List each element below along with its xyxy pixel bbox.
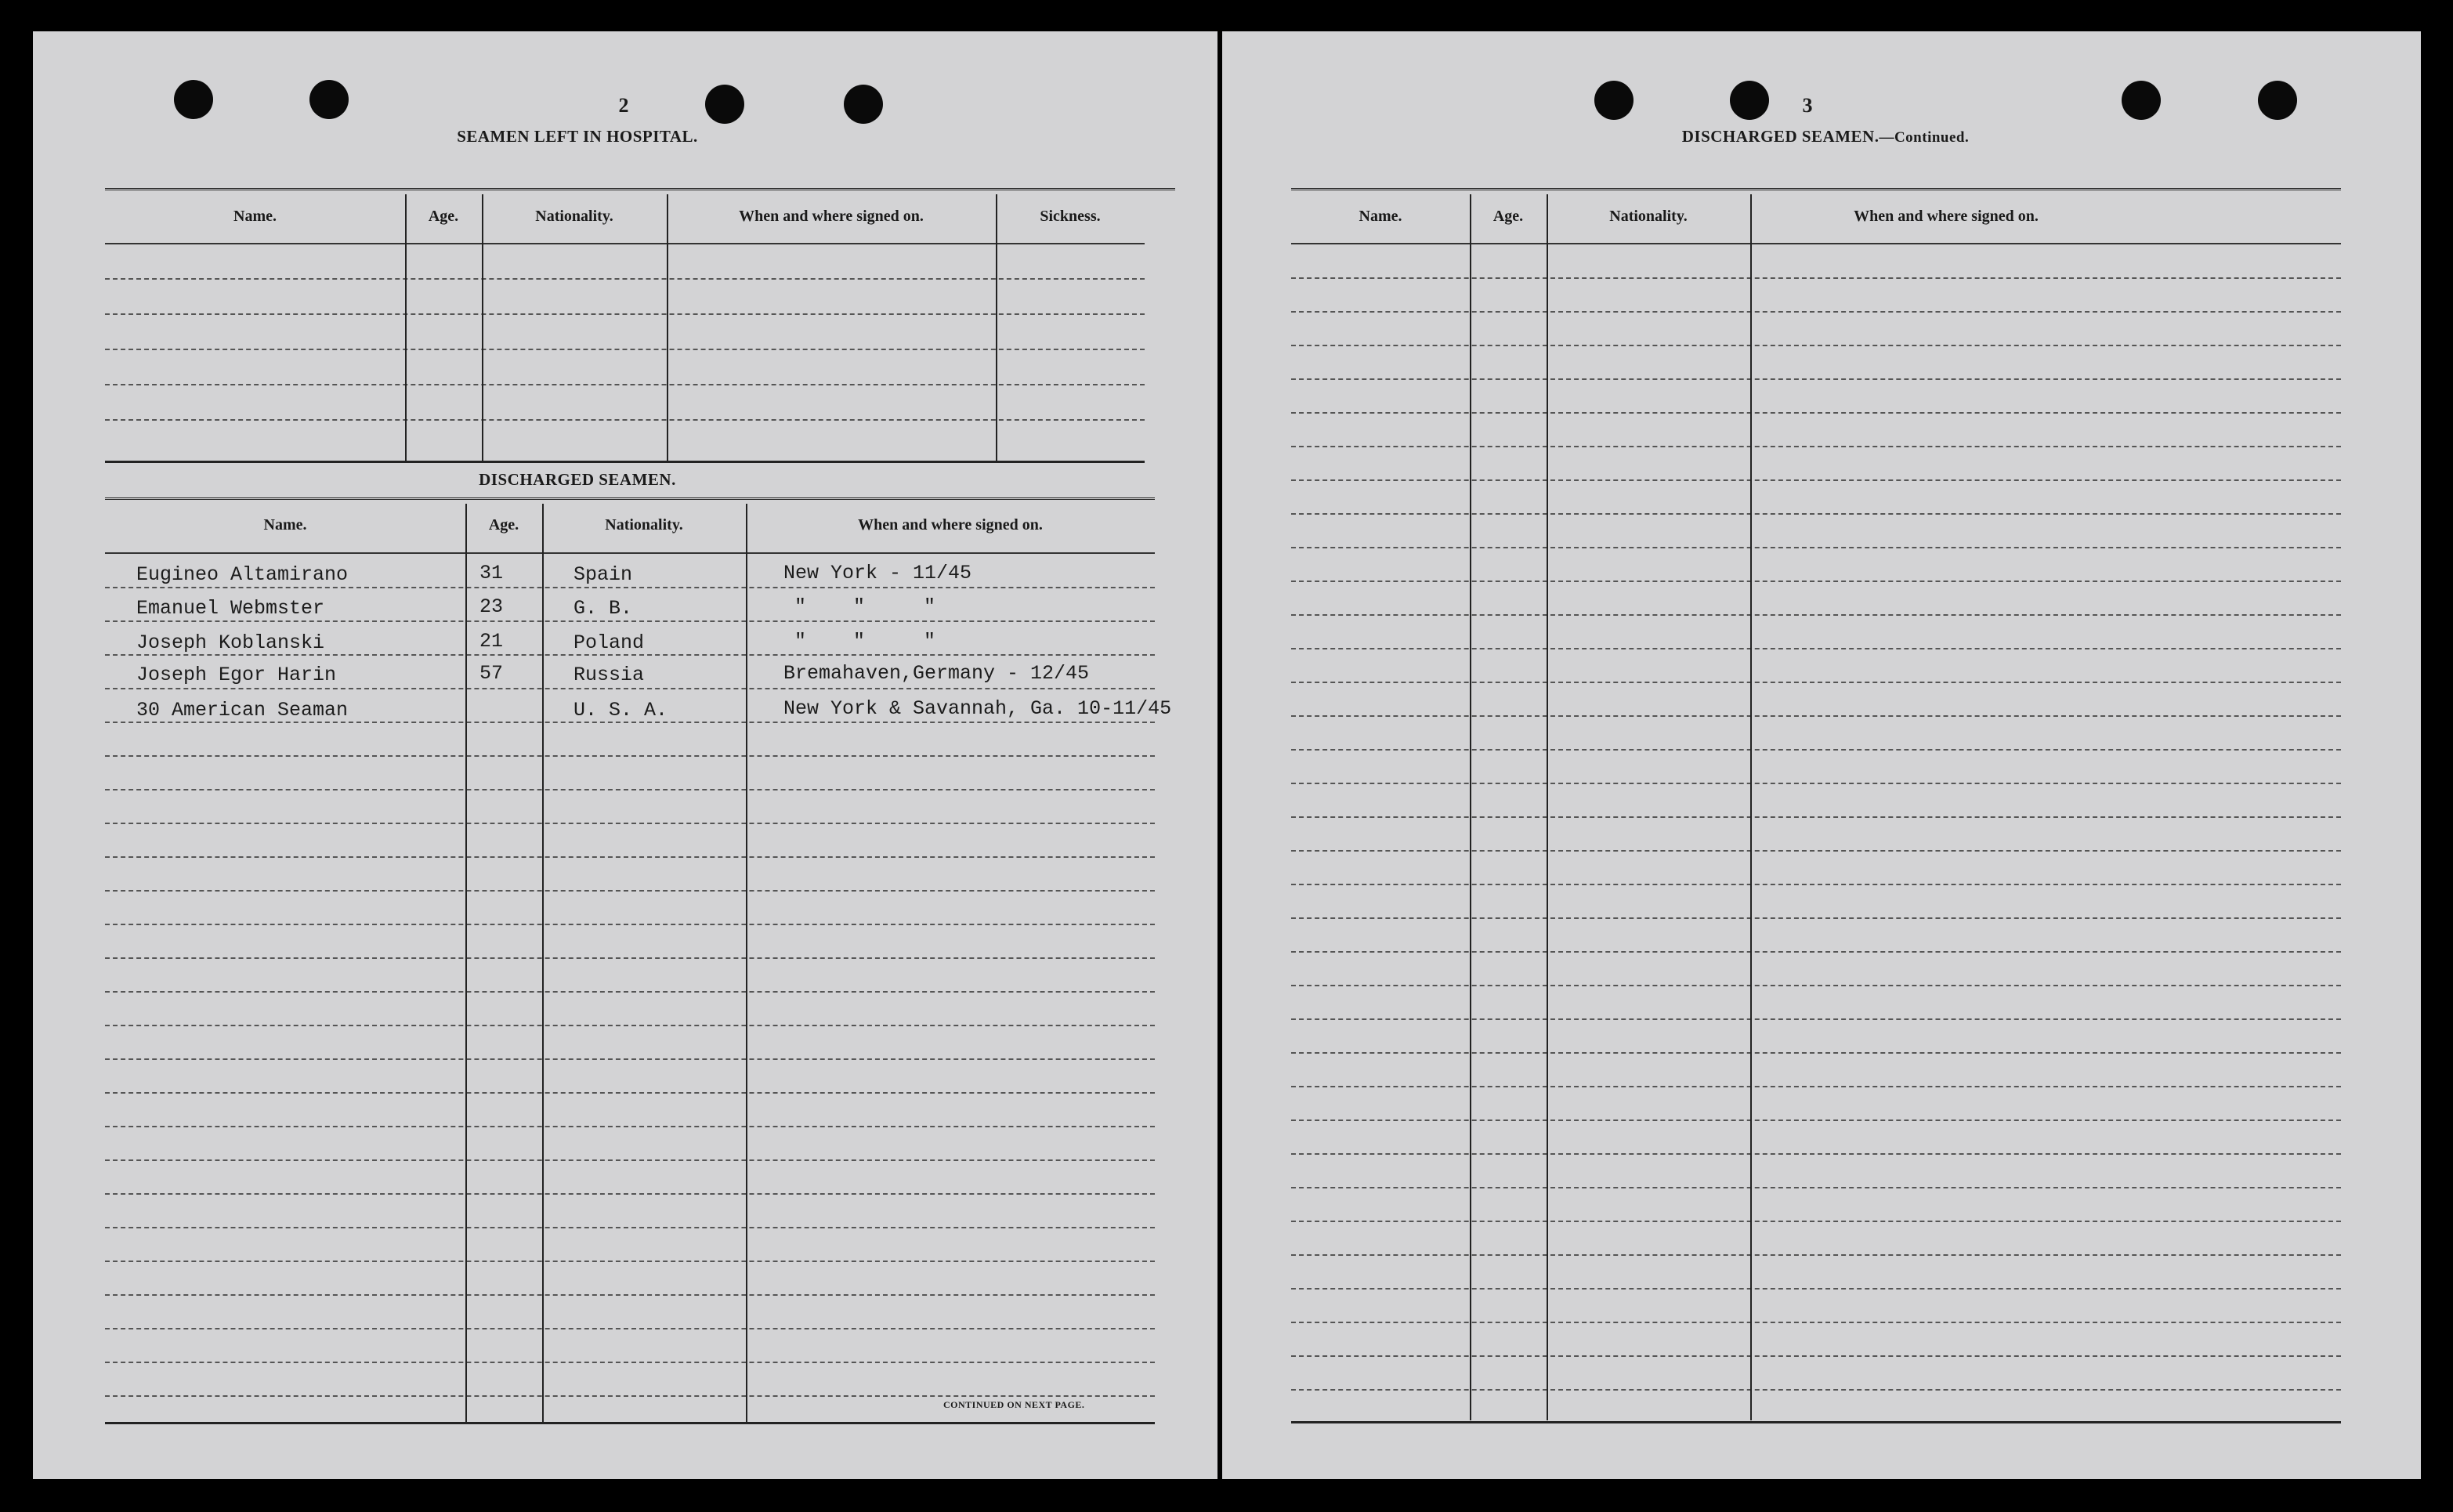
punch-hole [1730, 81, 1769, 120]
seaman-nationality: U. S. A. [573, 699, 668, 722]
left-page [33, 31, 1217, 1479]
column-header-nationality: Nationality. [535, 208, 613, 225]
column-header-name: Name. [1359, 208, 1402, 225]
seaman-signed-on: New York & Savannah, Ga. 10-11/45 [783, 697, 1172, 720]
seaman-age: 31 [479, 562, 504, 584]
punch-hole [2122, 81, 2161, 120]
page-number: 3 [1802, 94, 1813, 117]
seaman-nationality: Spain [573, 563, 633, 586]
punch-hole [844, 85, 883, 124]
page-number: 2 [618, 94, 629, 117]
seaman-nationality: Poland [573, 631, 645, 654]
discharged-title-text: DISCHARGED SEAMEN. [1681, 127, 1880, 146]
column-header-age: Age. [428, 208, 459, 225]
discharged-table [105, 497, 1186, 1438]
seaman-age: 21 [479, 630, 504, 653]
column-header-when-where: When and where signed on. [858, 516, 1043, 534]
column-header-name: Name. [233, 208, 277, 225]
right-page [1222, 31, 2421, 1479]
seaman-nationality: G. B. [573, 597, 633, 620]
punch-hole [174, 80, 213, 119]
hospital-section-title: SEAMEN LEFT IN HOSPITAL. [457, 127, 698, 146]
column-header-sickness: Sickness. [1040, 208, 1101, 225]
seaman-name: Joseph Koblanski [136, 631, 325, 654]
seaman-name: Eugineo Altamirano [136, 563, 349, 586]
discharged-continued-title [1575, 127, 2076, 146]
seaman-age: 57 [479, 662, 504, 685]
seaman-age: 23 [479, 595, 504, 618]
column-header-name: Name. [263, 516, 307, 534]
punch-hole [2258, 81, 2297, 120]
punch-hole [705, 85, 744, 124]
discharged-section-title: DISCHARGED SEAMEN. [479, 470, 676, 489]
column-header-nationality: Nationality. [1609, 208, 1688, 225]
continued-note: CONTINUED ON NEXT PAGE. [943, 1399, 1085, 1410]
hospital-table [105, 157, 1175, 462]
seaman-name: Emanuel Webmster [136, 597, 325, 620]
seaman-name: Joseph Egor Harin [136, 664, 337, 686]
seaman-signed-on: " " " [794, 595, 936, 618]
punch-hole [309, 80, 349, 119]
punch-hole [1594, 81, 1634, 120]
column-header-when-where: When and where signed on. [1854, 208, 2039, 225]
column-header-age: Age. [488, 516, 519, 534]
seaman-name: 30 American Seaman [136, 699, 349, 722]
seaman-signed-on: New York - 11/45 [783, 562, 972, 584]
column-header-when-where: When and where signed on. [739, 208, 924, 225]
column-header-age: Age. [1492, 208, 1524, 225]
seaman-nationality: Russia [573, 664, 645, 686]
column-header-nationality: Nationality. [605, 516, 683, 534]
discharged-continued-table [1291, 157, 2341, 1441]
continued-suffix: —Continued. [1879, 129, 1970, 146]
seaman-signed-on: Bremahaven,Germany - 12/45 [783, 662, 1090, 685]
seaman-signed-on: " " " [794, 630, 936, 653]
